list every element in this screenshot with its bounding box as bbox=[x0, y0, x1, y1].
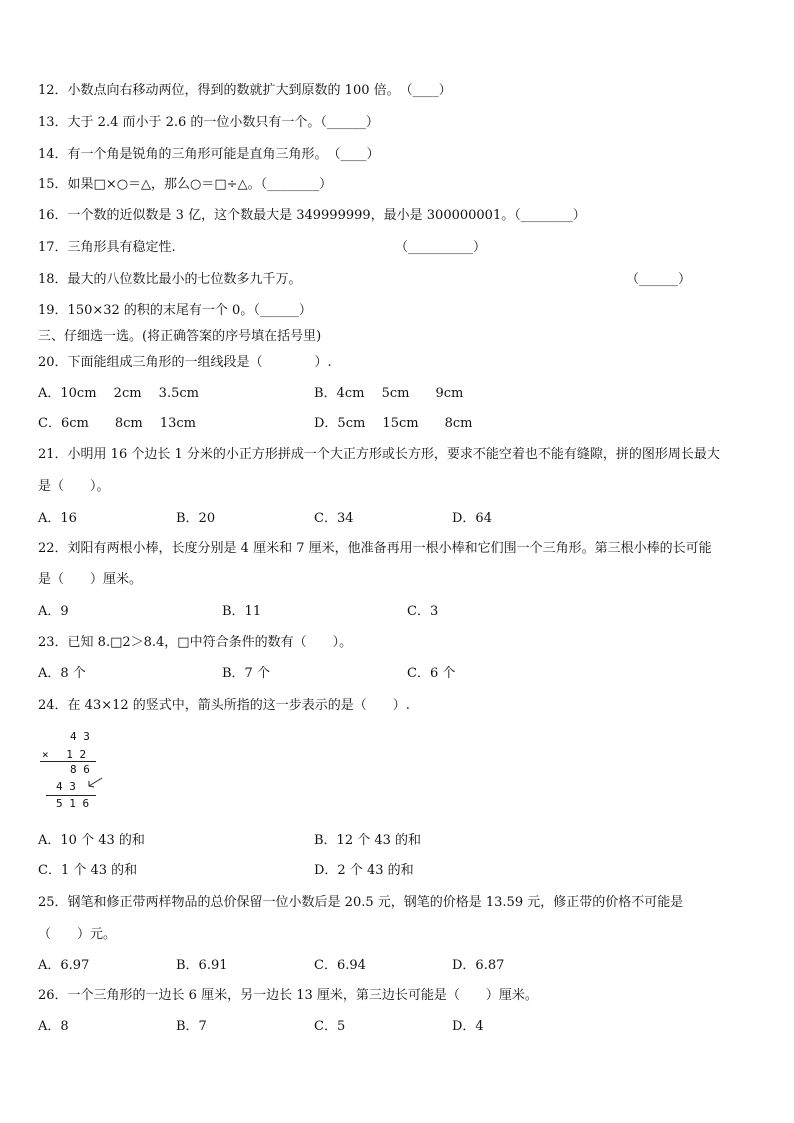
calc-row-partial-2: 4 3 bbox=[56, 780, 76, 793]
question-16: 16．一个数的近似数是 3 亿，这个数最大是 349999999，最小是 300000001。（________） bbox=[38, 208, 586, 223]
question-22-stem-line1: 22．刘阳有两根小棒，长度分别是 4 厘米和 7 厘米，他准备再用一根小棒和它们围一个三角形。第三根小棒的长可能 bbox=[38, 541, 712, 556]
q21-option-d: D．64 bbox=[452, 511, 492, 526]
q24-option-c: C．1 个 43 的和 bbox=[38, 863, 138, 878]
q25-option-d: D．6.87 bbox=[452, 958, 505, 973]
q20-option-a: A．10cm 2cm 3.5cm bbox=[38, 386, 199, 401]
calc-rule-1 bbox=[40, 761, 96, 762]
question-17: 17．三角形具有稳定性. bbox=[38, 240, 176, 255]
question-21-stem-line1: 21．小明用 16 个边长 1 分米的小正方形拼成一个大正方形或长方形，要求不能空着也不能有缝隙，拼的图形周长最大 bbox=[38, 447, 720, 462]
question-21-stem-line2: 是（ ）。 bbox=[38, 479, 110, 494]
question-25-stem-line2: （ ）元。 bbox=[38, 927, 117, 942]
question-13: 13．大于 2.4 而小于 2.6 的一位小数只有一个。（______） bbox=[38, 115, 379, 130]
q20-option-b: B．4cm 5cm 9cm bbox=[314, 386, 464, 401]
q21-option-a: A．16 bbox=[38, 511, 77, 526]
vertical-multiplication bbox=[40, 730, 110, 814]
question-12: 12．小数点向右移动两位，得到的数就扩大到原数的 100 倍。 （____） bbox=[38, 83, 452, 98]
calc-row-multiplier: × 1 2 bbox=[42, 748, 87, 761]
question-23-stem: 23．已知 8.□2＞8.4，□中符合条件的数有（ ）。 bbox=[38, 635, 353, 650]
q25-option-c: C．6.94 bbox=[314, 958, 366, 973]
question-24-stem: 24．在 43×12 的竖式中，箭头所指的这一步表示的是（ ）. bbox=[38, 698, 410, 713]
q20-option-d: D．5cm 15cm 8cm bbox=[314, 416, 473, 431]
arrow-icon bbox=[86, 776, 104, 790]
question-18-blank: （______） bbox=[626, 272, 692, 287]
q25-option-a: A．6.97 bbox=[38, 958, 90, 973]
question-17-blank: （__________） bbox=[395, 240, 487, 255]
calc-row-product: 5 1 6 bbox=[56, 797, 90, 810]
q24-option-a: A．10 个 43 的和 bbox=[38, 833, 145, 848]
q21-option-b: B．20 bbox=[176, 511, 216, 526]
q21-option-c: C．34 bbox=[314, 511, 354, 526]
q26-option-d: D．4 bbox=[452, 1019, 484, 1034]
question-14: 14．有一个角是锐角的三角形可能是直角三角形。 （____） bbox=[38, 147, 380, 162]
q20-option-c: C．6cm 8cm 13cm bbox=[38, 416, 196, 431]
q24-option-d: D．2 个 43 的和 bbox=[314, 863, 414, 878]
calc-row-multiplicand: 4 3 bbox=[70, 730, 90, 743]
q23-option-b: B．7 个 bbox=[222, 666, 270, 681]
q25-option-b: B．6.91 bbox=[176, 958, 228, 973]
question-18: 18．最大的八位数比最小的七位数多九千万。 bbox=[38, 272, 302, 287]
section-3-title: 三、仔细选一选。(将正确答案的序号填在括号里) bbox=[38, 329, 322, 344]
question-19: 19．150×32 的积的末尾有一个 0。（______） bbox=[38, 303, 312, 318]
q22-option-b: B．11 bbox=[222, 604, 262, 619]
q26-option-a: A．8 bbox=[38, 1019, 69, 1034]
question-15: 15．如果□×○＝△，那么○＝□÷△。（________） bbox=[38, 177, 333, 192]
q24-option-b: B．12 个 43 的和 bbox=[314, 833, 422, 848]
q22-option-c: C．3 bbox=[407, 604, 439, 619]
question-20-stem: 20．下面能组成三角形的一组线段是（ ）. bbox=[38, 355, 332, 370]
q22-option-a: A．9 bbox=[38, 604, 69, 619]
q26-option-c: C．5 bbox=[314, 1019, 346, 1034]
question-25-stem-line1: 25．钢笔和修正带两样物品的总价保留一位小数后是 20.5 元，钢笔的价格是 13.59 元，修正带的价格不可能是 bbox=[38, 895, 684, 910]
calc-row-partial-1: 8 6 bbox=[70, 763, 90, 776]
calc-rule-2 bbox=[46, 795, 96, 796]
q26-option-b: B．7 bbox=[176, 1019, 207, 1034]
q23-option-c: C．6 个 bbox=[407, 666, 456, 681]
question-22-stem-line2: 是（ ）厘米。 bbox=[38, 572, 143, 587]
q23-option-a: A．8 个 bbox=[38, 666, 86, 681]
question-26-stem: 26．一个三角形的一边长 6 厘米，另一边长 13 厘米，第三边长可能是（ ）厘米。 bbox=[38, 988, 538, 1003]
